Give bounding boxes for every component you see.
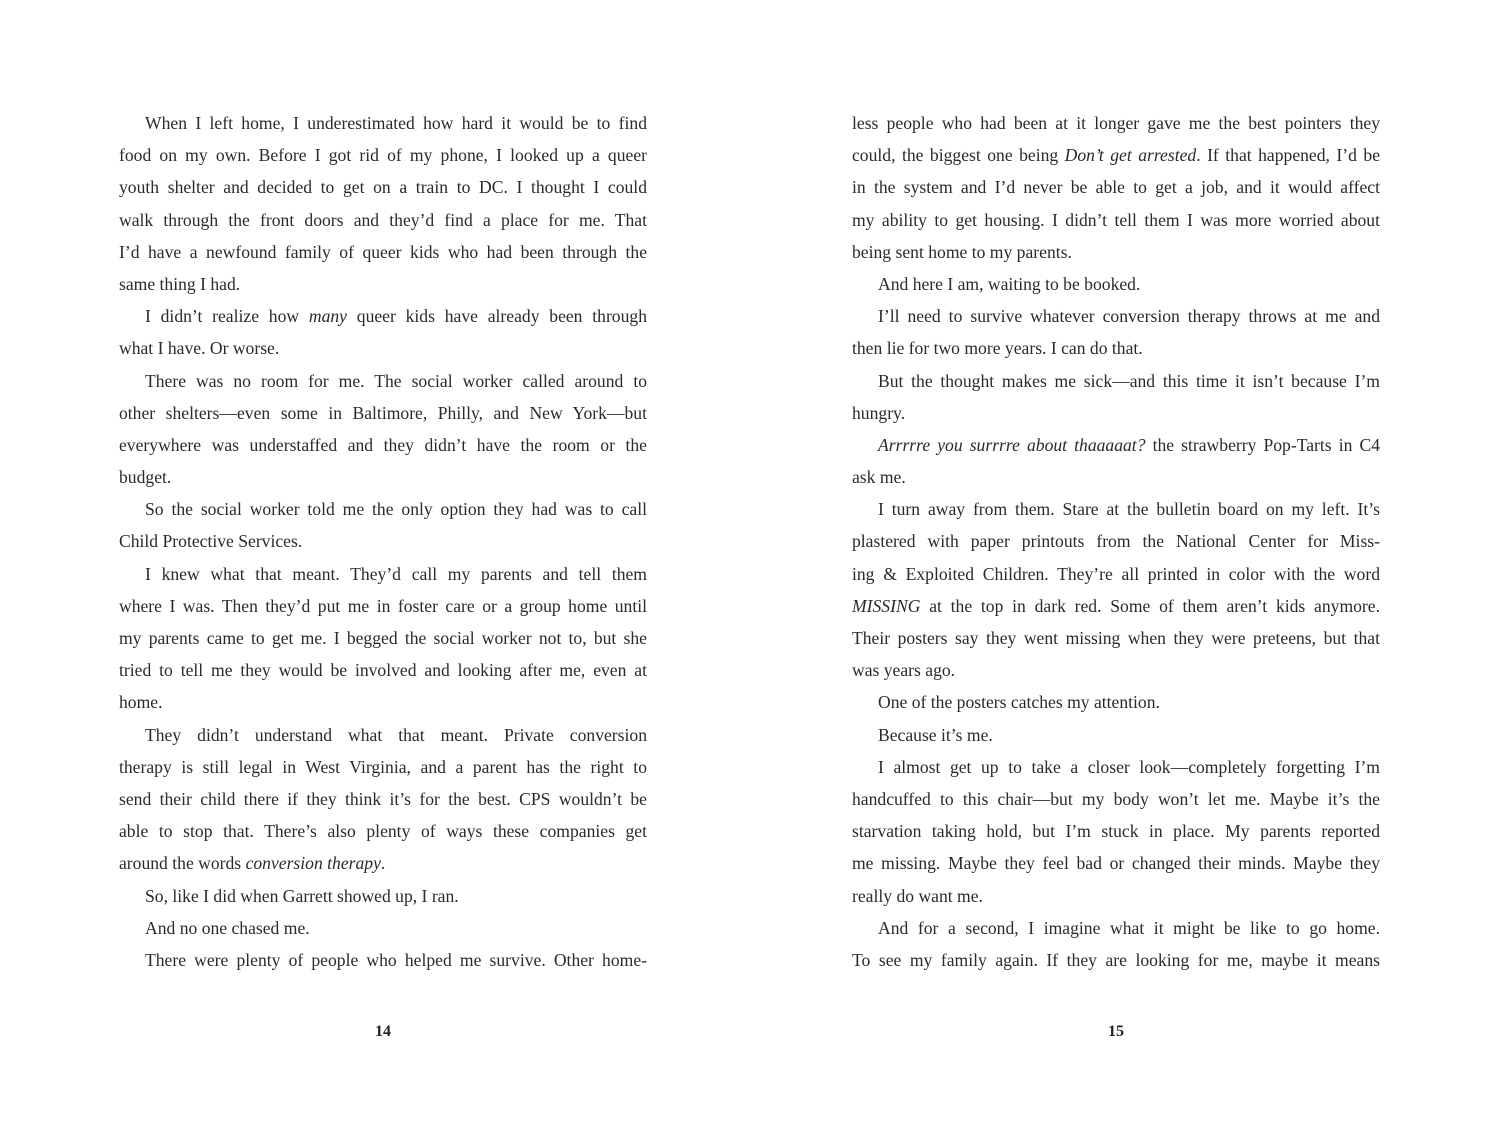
- text-line: starvation taking hold, but I’m stuck in place. My parents reported: [852, 821, 1380, 842]
- text-line: hungry.: [852, 402, 906, 423]
- text-line: They didn’t understand what that meant. Private conversion: [145, 724, 647, 745]
- text-line: [119, 300, 647, 332]
- text-span: at the top in dark red. Some of them aren’t kids anymore.: [920, 595, 1380, 616]
- text-line: youth shelter and decided to get on a train to DC. I thought I could: [119, 177, 647, 198]
- text-line: less people who had been at it longer gave me the best pointers they: [852, 113, 1380, 133]
- text-line: budget.: [119, 467, 172, 488]
- text-span: could, the biggest one being: [852, 145, 1065, 166]
- text-line: same thing I had.: [119, 273, 241, 294]
- text-line: [852, 590, 1380, 622]
- text-line: ask me.: [852, 467, 906, 488]
- text-line: [852, 139, 1380, 171]
- text-line: [119, 847, 647, 879]
- text-line: I’ll need to survive whatever conversion therapy throws at me and: [878, 306, 1380, 327]
- text-line: So, like I did when Garrett showed up, I ran.: [145, 885, 459, 906]
- text-line: There was no room for me. The social worker called around to: [145, 370, 647, 391]
- text-span: the strawberry Pop-Tarts in C4: [1145, 434, 1381, 455]
- text-line: everywhere was understaffed and they didn’t have the room or the: [119, 434, 647, 455]
- text-line: When I left home, I underestimated how hard it would be to find: [145, 113, 647, 133]
- text-line: I’d have a newfound family of queer kids who had been through the: [119, 241, 647, 262]
- left-page-text: [119, 107, 647, 976]
- text-line: walk through the front doors and they’d find a place for me. That: [119, 209, 647, 230]
- text-line: then lie for two more years. I can do that.: [852, 338, 1143, 359]
- text-line: ing & Exploited Children. They’re all printed in color with the word: [852, 563, 1380, 584]
- text-span: around the words: [119, 853, 246, 874]
- text-line: where I was. Then they’d put me in foster care or a group home until: [119, 595, 647, 616]
- text-line: And no one chased me.: [145, 917, 310, 938]
- text-line: being sent home to my parents.: [852, 241, 1072, 262]
- text-line: I knew what that meant. They’d call my parents and tell them: [145, 563, 647, 584]
- text-line: send their child there if they think it’s for the best. CPS wouldn’t be: [119, 788, 647, 809]
- text-line: therapy is still legal in West Virginia, and a parent has the right to: [119, 756, 647, 777]
- text-line: able to stop that. There’s also plenty of ways these companies get: [119, 821, 647, 842]
- text-span: . If that happened, I’d be: [1196, 145, 1381, 166]
- text-line: me missing. Maybe they feel bad or changed their minds. Maybe they: [852, 853, 1380, 874]
- page-number-right: 15: [1108, 1023, 1124, 1040]
- text-line: other shelters—even some in Baltimore, Philly, and New York—but: [119, 402, 647, 423]
- text-line: I almost get up to take a closer look—completely forgetting I’m: [878, 756, 1380, 777]
- text-line: One of the posters catches my attention.: [878, 692, 1160, 713]
- text-line: Child Protective Services.: [119, 531, 303, 552]
- text-line: And here I am, waiting to be booked.: [878, 273, 1141, 294]
- italic-text: conversion therapy: [245, 853, 381, 874]
- text-span: queer kids have already been through: [346, 306, 647, 327]
- text-line: my parents came to get me. I begged the social worker not to, but she: [119, 628, 647, 648]
- right-page-text: [852, 107, 1380, 976]
- text-line: Their posters say they went missing when they were preteens, but that: [852, 628, 1380, 648]
- italic-text: MISSING: [852, 595, 921, 616]
- page-number-left: 14: [375, 1023, 391, 1040]
- text-line: To see my family again. If they are looking for me, maybe it means: [852, 949, 1380, 970]
- text-line: what I have. Or worse.: [119, 338, 280, 359]
- text-line: I turn away from them. Stare at the bulletin board on my left. It’s: [878, 499, 1380, 520]
- italic-text: many: [308, 306, 347, 327]
- text-line: food on my own. Before I got rid of my phone, I looked up a queer: [119, 145, 647, 166]
- italic-text: Arrrrre you surrrre about thaaaaat?: [878, 434, 1146, 455]
- text-line: But the thought makes me sick—and this time it isn’t because I’m: [878, 370, 1380, 391]
- text-line: [852, 429, 1380, 461]
- text-line: handcuffed to this chair—but my body won’t let me. Maybe it’s the: [852, 788, 1380, 809]
- text-line: my ability to get housing. I didn’t tell them I was more worried about: [852, 209, 1380, 230]
- text-line: And for a second, I imagine what it might be like to go home.: [878, 917, 1380, 938]
- text-line: was years ago.: [852, 660, 956, 681]
- text-line: plastered with paper printouts from the National Center for Miss-: [852, 531, 1380, 552]
- text-line: tried to tell me they would be involved and looking after me, even at: [119, 660, 647, 681]
- text-line: So the social worker told me the only option they had was to call: [145, 499, 647, 520]
- text-line: in the system and I’d never be able to get a job, and it would affect: [852, 177, 1380, 198]
- italic-text: Don’t get arrested: [1064, 145, 1197, 166]
- text-line: really do want me.: [852, 885, 983, 906]
- text-span: .: [380, 853, 386, 874]
- text-line: There were plenty of people who helped me survive. Other home-: [145, 949, 647, 970]
- text-line: home.: [119, 692, 163, 713]
- text-span: I didn’t realize how: [145, 306, 309, 327]
- text-line: Because it’s me.: [878, 724, 993, 745]
